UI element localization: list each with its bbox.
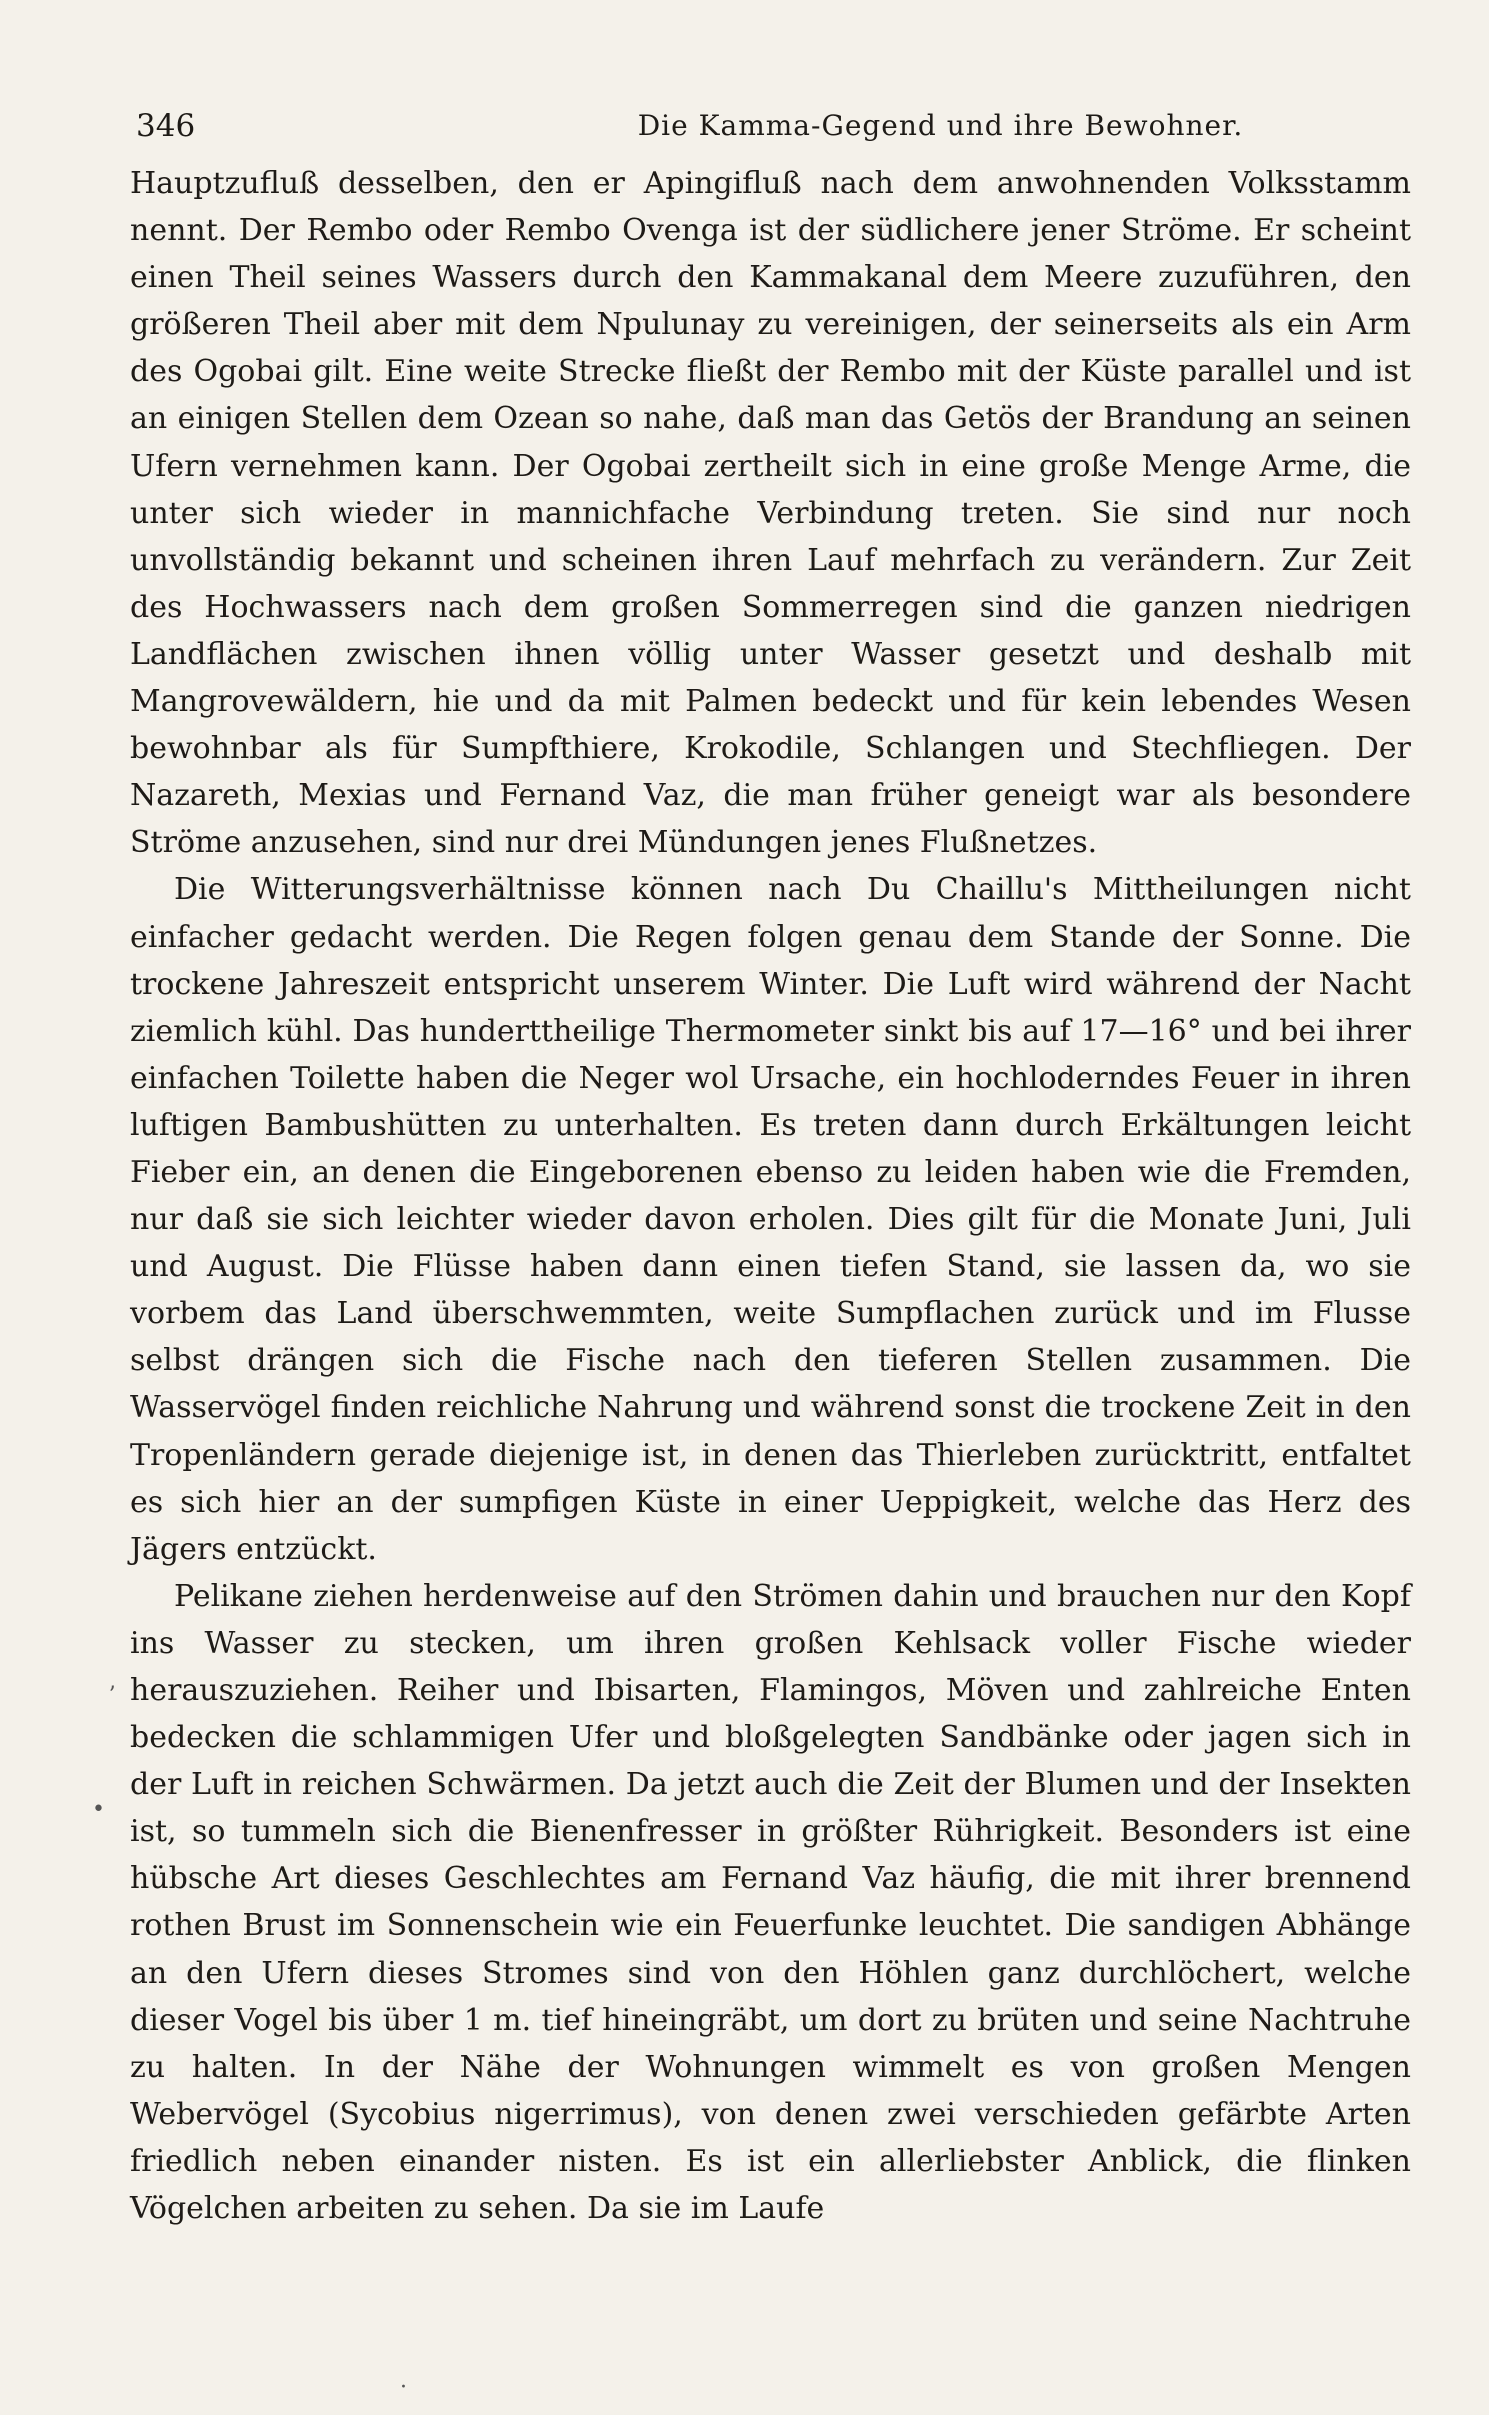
margin-tick-mark: ʼ (108, 1683, 115, 1708)
body-text (130, 160, 1411, 2232)
margin-dot-mark: • (92, 1797, 105, 1822)
paragraph-rivers: Hauptzufluß desselben, den er Apingifluß nach dem anwohnenden Volksstamm nennt. Der Rembo oder Rembo Ovenga ist der südlichere jener Ströme. Er scheint einen Theil seines Wassers durch den Kammakanal dem Meere zuzuführen, den größeren Theil aber mit dem Npulunay zu vereinigen, der seinerseits als ein Arm des Ogobai gilt. Eine weite Strecke fließt der Rembo mit der Küste parallel und ist an einigen Stellen dem Ozean so nahe, daß man das Getös der Brandung an seinen Ufern vernehmen kann. Der Ogobai zertheilt sich in eine große Menge Arme, die unter sich wieder in mannichfache Verbindung treten. Sie sind nur noch unvollständig bekannt und scheinen ihren Lauf mehrfach zu verändern. Zur Zeit des Hochwassers nach dem großen Sommerregen sind die ganzen niedrigen Landflächen zwischen ihnen völlig unter Wasser gesetzt und deshalb mit Mangrovewäldern, hie und da mit Palmen bedeckt und für kein lebendes Wesen bewohnbar als für Sumpfthiere, Krokodile, Schlangen und Stechfliegen. Der Nazareth, Mexias und Fernand Vaz, die man früher geneigt war als besondere Ströme anzusehen, sind nur drei Mündungen jenes Flußnetzes. (130, 166, 1411, 861)
running-head (130, 96, 1411, 156)
page-number: 346 (136, 108, 196, 144)
paragraph-weather: Die Witterungsverhältnisse können nach Du Chaillu's Mittheilungen nicht einfacher gedacht werden. Die Regen folgen genau dem Stande der Sonne. Die trockene Jahreszeit entspricht unserem Winter. Die Luft wird während der Nacht ziemlich kühl. Das hunderttheilige Thermometer sinkt bis auf 17—16° und bei ihrer einfachen Toilette haben die Neger wol Ursache, ein hochloderndes Feuer in ihren luftigen Bambushütten zu unterhalten. Es treten dann durch Erkältungen leicht Fieber ein, an denen die Eingeborenen ebenso zu leiden haben wie die Fremden, nur daß sie sich leichter wieder davon erholen. Dies gilt für die Monate Juni, Juli und August. Die Flüsse haben dann einen tiefen Stand, sie lassen da, wo sie vorbem das Land überschwemmten, weite Sumpflachen zurück und im Flusse selbst drängen sich die Fische nach den tieferen Stellen zusammen. Die Wasservögel finden reichliche Nahrung und während sonst die trockene Zeit in den Tropenländern gerade diejenige ist, in denen das Thierleben zurücktritt, entfaltet es sich hier an der sumpfigen Küste in einer Ueppigkeit, welche das Herz des Jägers entzückt. (130, 872, 1411, 1567)
paragraph-birds: Pelikane ziehen herdenweise auf den Strömen dahin und brauchen nur den Kopf ins Wasser zu stecken, um ihren großen Kehlsack voller Fische wieder herauszuziehen. Reiher und Ibisarten, Flamingos, Möven und zahlreiche Enten bedecken die schlammigen Ufer und bloßgelegten Sandbänke oder jagen sich in der Luft in reichen Schwärmen. Da jetzt auch die Zeit der Blumen und der Insekten ist, so tummeln sich die Bienenfresser in größter Rührigkeit. Besonders ist eine hübsche Art dieses Geschlechtes am Fernand Vaz häufig, die mit ihrer brennend rothen Brust im Sonnenschein wie ein Feuerfunke leuchtet. Die sandigen Abhänge an den Ufern dieses Stromes sind von den Höhlen ganz durchlöchert, welche dieser Vogel bis über 1 m. tief hineingräbt, um dort zu brüten und seine Nachtruhe zu halten. In der Nähe der Wohnungen wimmelt es von großen Mengen Webervögel (Sycobius nigerrimus), von denen zwei verschieden gefärbte Arten friedlich neben einander nisten. Es ist ein allerliebster Anblick, die flinken Vögelchen arbeiten zu sehen. Da sie im Laufe (130, 1578, 1411, 2227)
bottom-dot-mark: · (400, 2375, 407, 2400)
running-title: Die Kamma-Gegend und ihre Bewohner. (637, 109, 1244, 142)
